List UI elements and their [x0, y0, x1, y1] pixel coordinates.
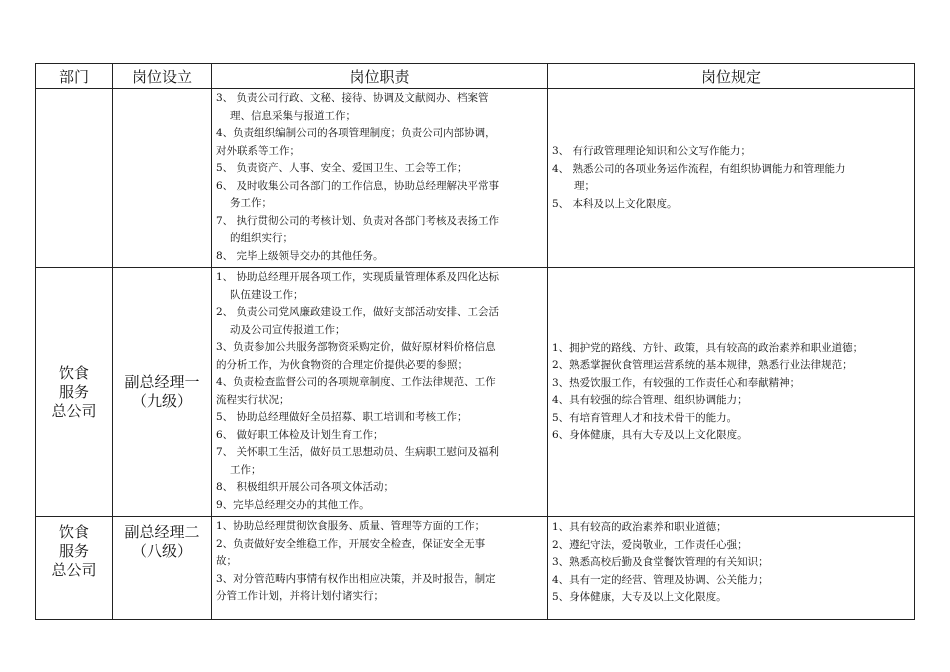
duty-line: 理、信息采集与报道工作； [230, 109, 356, 122]
duty-line: 3、负责参加公共服务部物资采购定价，做好原材料价格信息 [216, 341, 496, 353]
position-cell [113, 517, 212, 620]
duty-line: 分管工作计划，并将计划付诸实行； [216, 590, 384, 602]
position-cell [113, 268, 212, 517]
duty-line: 9、完毕总经理交办的其他工作。 [216, 498, 370, 511]
dept-cell [36, 268, 113, 517]
header-position: 岗位设立 [113, 64, 212, 89]
requirement-line: 1、拥护党的路线、方针、政策，具有较高的政治素养和职业道德； [552, 341, 864, 354]
requirement-line: 3、热爱饮服工作，有较强的工作责任心和奉献精神； [552, 376, 801, 389]
dept-line: 服务 [58, 542, 89, 560]
requirement-line: 4、 熟悉公司的各项业务运作流程，有组织协调能力和管理能力 [552, 162, 846, 175]
duty-line: 故； [216, 555, 237, 567]
requirement-line: 5、 本科及以上文化限度。 [552, 197, 678, 210]
table-row [36, 89, 915, 268]
position-title: 副总经理二 [124, 523, 200, 541]
duty-line: 8、 完毕上级领导交办的其他任务。 [216, 249, 384, 262]
requirement-line: 3、熟悉高校后勤及食堂餐饮管理的有关知识； [552, 556, 769, 568]
requirement-line: 理； [574, 180, 595, 192]
duty-line: 2、 负责公司党风廉政建设工作，做好支部活动安排、工会活 [216, 306, 500, 318]
position-title: 副总经理一 [124, 373, 200, 391]
duty-line: 5、 负责资产、人事、安全、爱国卫生、工会等工作； [216, 162, 468, 174]
requirements-cell [548, 517, 915, 620]
dept-line: 饮食 [58, 363, 89, 382]
requirement-line: 1、具有较高的政治素养和职业道德； [552, 521, 727, 533]
dept-line: 总公司 [51, 561, 97, 579]
dept-cell [36, 89, 113, 268]
requirement-line: 5、有培育管理人才和技术骨干的能力。 [552, 411, 738, 424]
requirement-line: 2、遵纪守法，爱岗敬业，工作责任心强； [552, 538, 748, 551]
duty-line: 1、协助总经理贯彻饮食服务、质量、管理等方面的工作； [216, 520, 486, 532]
requirements-cell [548, 89, 915, 268]
duty-line: 8、 积极组织开展公司各项文体活动； [216, 481, 395, 493]
duty-line: 7、 执行贯彻公司的考核计划、负责对各部门考核及表扬工作 [216, 214, 500, 227]
duty-line: 动及公司宣传报道工作； [230, 323, 346, 336]
requirement-line: 6、身体健康，具有大专及以上文化限度。 [552, 429, 748, 441]
position-cell [113, 89, 212, 268]
dept-line: 服务 [58, 382, 89, 401]
duty-line: 工作； [230, 463, 262, 476]
duty-line: 流程实行状况； [216, 393, 290, 406]
duty-line: 4、负责组织编制公司的各项管理制度；负责公司内部协调， [216, 127, 496, 139]
duties-cell [212, 268, 548, 517]
header-row [36, 64, 915, 89]
duty-line: 1、 协助总经理开展各项工作，实现质量管理体系及四化达标 [216, 271, 500, 283]
requirements-cell [548, 268, 915, 517]
requirement-line: 4、具有一定的经营、管理及协调、公关能力； [552, 573, 769, 586]
requirement-line: 5、身体健康，大专及以上文化限度。 [552, 591, 727, 603]
dept-line: 饮食 [58, 523, 89, 541]
position-grade: （八级） [131, 542, 192, 560]
duty-line: 对外联系等工作； [216, 144, 300, 157]
requirement-line: 3、 有行政管理理论知识和公文写作能力； [552, 145, 752, 157]
duty-line: 的分析工作，为伙食物资的合理定价提供必要的参照； [216, 358, 468, 371]
duty-line: 7、 关怀职工生活，做好员工思想动员、生病职工慰问及福利 [216, 446, 500, 458]
table-row [36, 268, 915, 517]
position-grade: （九级） [131, 392, 192, 410]
header-requirements: 岗位规定 [548, 64, 915, 89]
duty-line: 的组织实行； [230, 232, 293, 244]
requirement-line: 2、熟悉掌握伙食管理运营系统的基本规律，熟悉行业法律规范； [552, 359, 853, 371]
duties-cell [212, 517, 548, 620]
job-table [35, 63, 915, 620]
duties-cell [212, 89, 548, 268]
requirement-line: 4、具有较强的综合管理、组织协调能力； [552, 394, 748, 406]
duty-line: 5、 协助总经理做好全员招募、职工培训和考核工作； [216, 411, 468, 423]
dept-cell [36, 517, 113, 620]
header-dept: 部门 [36, 64, 113, 89]
table-row [36, 517, 915, 620]
duty-line: 务工作； [230, 197, 272, 209]
dept-line: 总公司 [51, 401, 97, 420]
header-duties: 岗位职责 [212, 64, 548, 89]
duty-line: 队伍建设工作； [230, 288, 304, 301]
duty-line: 2、负责做好安全维稳工作，开展安全检查，保证安全无事 [216, 537, 486, 550]
duty-line: 4、负责检查监督公司的各项规章制度、工作法律规范、工作 [216, 376, 496, 388]
duty-line: 3、对分管范畴内事情有权作出相应决策，并及时报告，制定 [216, 572, 496, 585]
duty-line: 6、 及时收集公司各部门的工作信息，协助总经理解决平常事 [216, 179, 500, 192]
duty-line: 6、 做好职工体检及计划生育工作； [216, 428, 384, 441]
duty-line: 3、 负责公司行政、文秘、接待、协调及文献阅办、档案管 [216, 92, 489, 104]
